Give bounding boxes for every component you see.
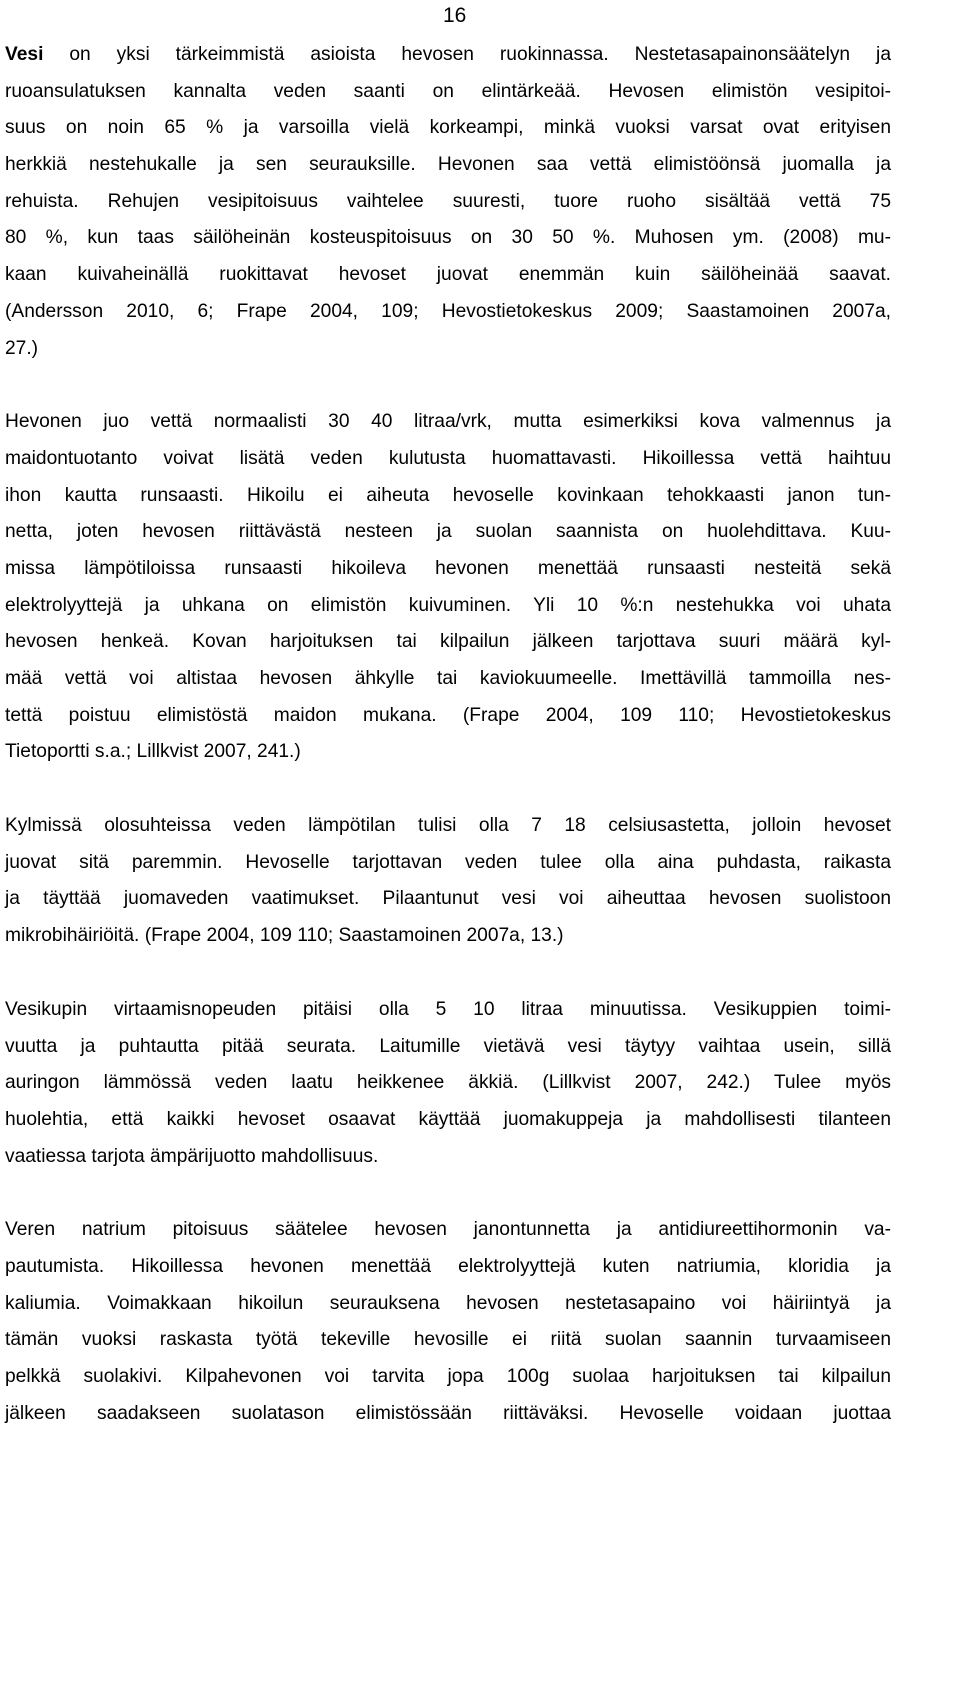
text-line: hevosen henkeä. Kovan harjoituksen tai kilpailun jälkeen tarjottava suuri määrä kyl- — [5, 631, 891, 653]
text-line: ruoansulatuksen kannalta veden saanti on elintärkeää. Hevosen elimistön vesipitoi- — [5, 80, 891, 102]
text-line: suus on noin 65 % ja varsoilla vielä korkeampi, minkä vuoksi varsat ovat erityisen — [5, 117, 891, 139]
text-line: kaliumia. Voimakkaan hikoilun seurauksena hevosen nestetasapaino voi häiriintyä ja — [5, 1292, 891, 1314]
text-line: vuutta ja puhtautta pitää seurata. Laitumille vietävä vesi täytyy vaihtaa usein, sillä — [5, 1035, 891, 1057]
text-line: pautumista. Hikoillessa hevonen menettää elektrolyyttejä kuten natriumia, kloridia ja — [5, 1255, 891, 1277]
text-line: jälkeen saadakseen suolatason elimistössään riittäväksi. Hevoselle voidaan juottaa — [5, 1402, 891, 1424]
text-line: netta, joten hevosen riittävästä nesteen ja suolan saannista on huolehdittava. Kuu- — [5, 521, 891, 543]
paragraph-gap — [5, 771, 891, 808]
text-line: missa lämpötiloissa runsaasti hikoileva hevonen menettää runsaasti nesteitä sekä — [5, 557, 891, 579]
text-line: Vesi on yksi tärkeimmistä asioista hevosen ruokinnassa. Nestetasapainonsäätelyn ja — [5, 44, 891, 65]
text-line: herkkiä nestehukalle ja sen seurauksille. Hevonen saa vettä elimistöönsä juomalla ja — [5, 154, 891, 176]
text-line: tämän vuoksi raskasta työtä tekeville hevosille ei riitä suolan saannin turvaamiseen — [5, 1329, 891, 1351]
text-line: rehuista. Rehujen vesipitoisuus vaihtelee suuresti, tuore ruoho sisältää vettä 75 — [5, 190, 891, 212]
text-line: Kylmissä olosuhteissa veden lämpötilan tulisi olla 7 18 celsiusastetta, jolloin hevoset — [5, 815, 891, 837]
text-line: Veren natrium pitoisuus säätelee hevosen janontunnetta ja antidiureettihormonin va- — [5, 1219, 891, 1241]
text-line: elektrolyyttejä ja uhkana on elimistön kuivuminen. Yli 10 %:n nestehukka voi uhata — [5, 594, 891, 616]
paragraph-gap — [5, 367, 891, 404]
paragraph-water-cup — [5, 992, 891, 1175]
text-line: 27.) — [5, 337, 39, 359]
text-line: mää vettä voi altistaa hevosen ähkylle tai kaviokuumeelle. Imettävillä tammoilla nes- — [5, 668, 891, 689]
text-line: maidontuotanto voivat lisätä veden kulutusta huomattavasti. Hikoillessa vettä haihtuu — [5, 447, 891, 469]
text-line: (Andersson 2010, 6; Frape 2004, 109; Hevostietokeskus 2009; Saastamoinen 2007a, — [5, 300, 891, 322]
paragraph-water-temperature — [5, 808, 891, 955]
text-line: mikrobihäiriöitä. (Frape 2004, 109 110; Saastamoinen 2007a, 13.) — [5, 925, 564, 947]
paragraph-water-importance — [5, 37, 891, 367]
text-line: ihon kautta runsaasti. Hikoilu ei aiheuta hevoselle kovinkaan tehokkaasti janon tun- — [5, 484, 891, 506]
text-line: huolehtia, että kaikki hevoset osaavat käyttää juomakuppeja ja mahdollisesti tilanteen — [5, 1108, 891, 1130]
document-body — [5, 37, 891, 1432]
paragraph-sodium — [5, 1212, 891, 1432]
text-line: Vesikupin virtaamisnopeuden pitäisi olla 5 10 litraa minuutissa. Vesikuppien toimi- — [5, 998, 891, 1020]
text-line: kaan kuivaheinällä ruokittavat hevoset juovat enemmän kuin säilöheinää saavat. — [5, 264, 891, 286]
text-line: juovat sitä paremmin. Hevoselle tarjottavan veden tulee olla aina puhdasta, raikasta — [5, 851, 891, 873]
text-line: ja täyttää juomaveden vaatimukset. Pilaantunut vesi voi aiheuttaa hevosen suolistoon — [5, 888, 891, 910]
text-line: auringon lämmössä veden laatu heikkenee äkkiä. (Lillkvist 2007, 242.) Tulee myös — [5, 1072, 891, 1094]
text-line: tettä poistuu elimistöstä maidon mukana. (Frape 2004, 109 110; Hevostietokeskus — [5, 704, 891, 726]
text-line: Hevonen juo vettä normaalisti 30 40 litraa/vrk, mutta esimerkiksi kova valmennus ja — [5, 411, 891, 433]
paragraph-water-consumption — [5, 404, 891, 771]
text-line: Tietoportti s.a.; Lillkvist 2007, 241.) — [5, 741, 301, 763]
text-line: vaatiessa tarjota ämpärijuotto mahdollisuus. — [5, 1145, 379, 1167]
page-number: 16 — [443, 4, 467, 27]
paragraph-gap — [5, 1175, 891, 1212]
paragraph-gap — [5, 955, 891, 992]
text-line: 80 %, kun taas säilöheinän kosteuspitoisuus on 30 50 %. Muhosen ym. (2008) mu- — [5, 227, 891, 249]
text-line: pelkkä suolakivi. Kilpahevonen voi tarvita jopa 100g suolaa harjoituksen tai kilpailun — [5, 1366, 891, 1387]
